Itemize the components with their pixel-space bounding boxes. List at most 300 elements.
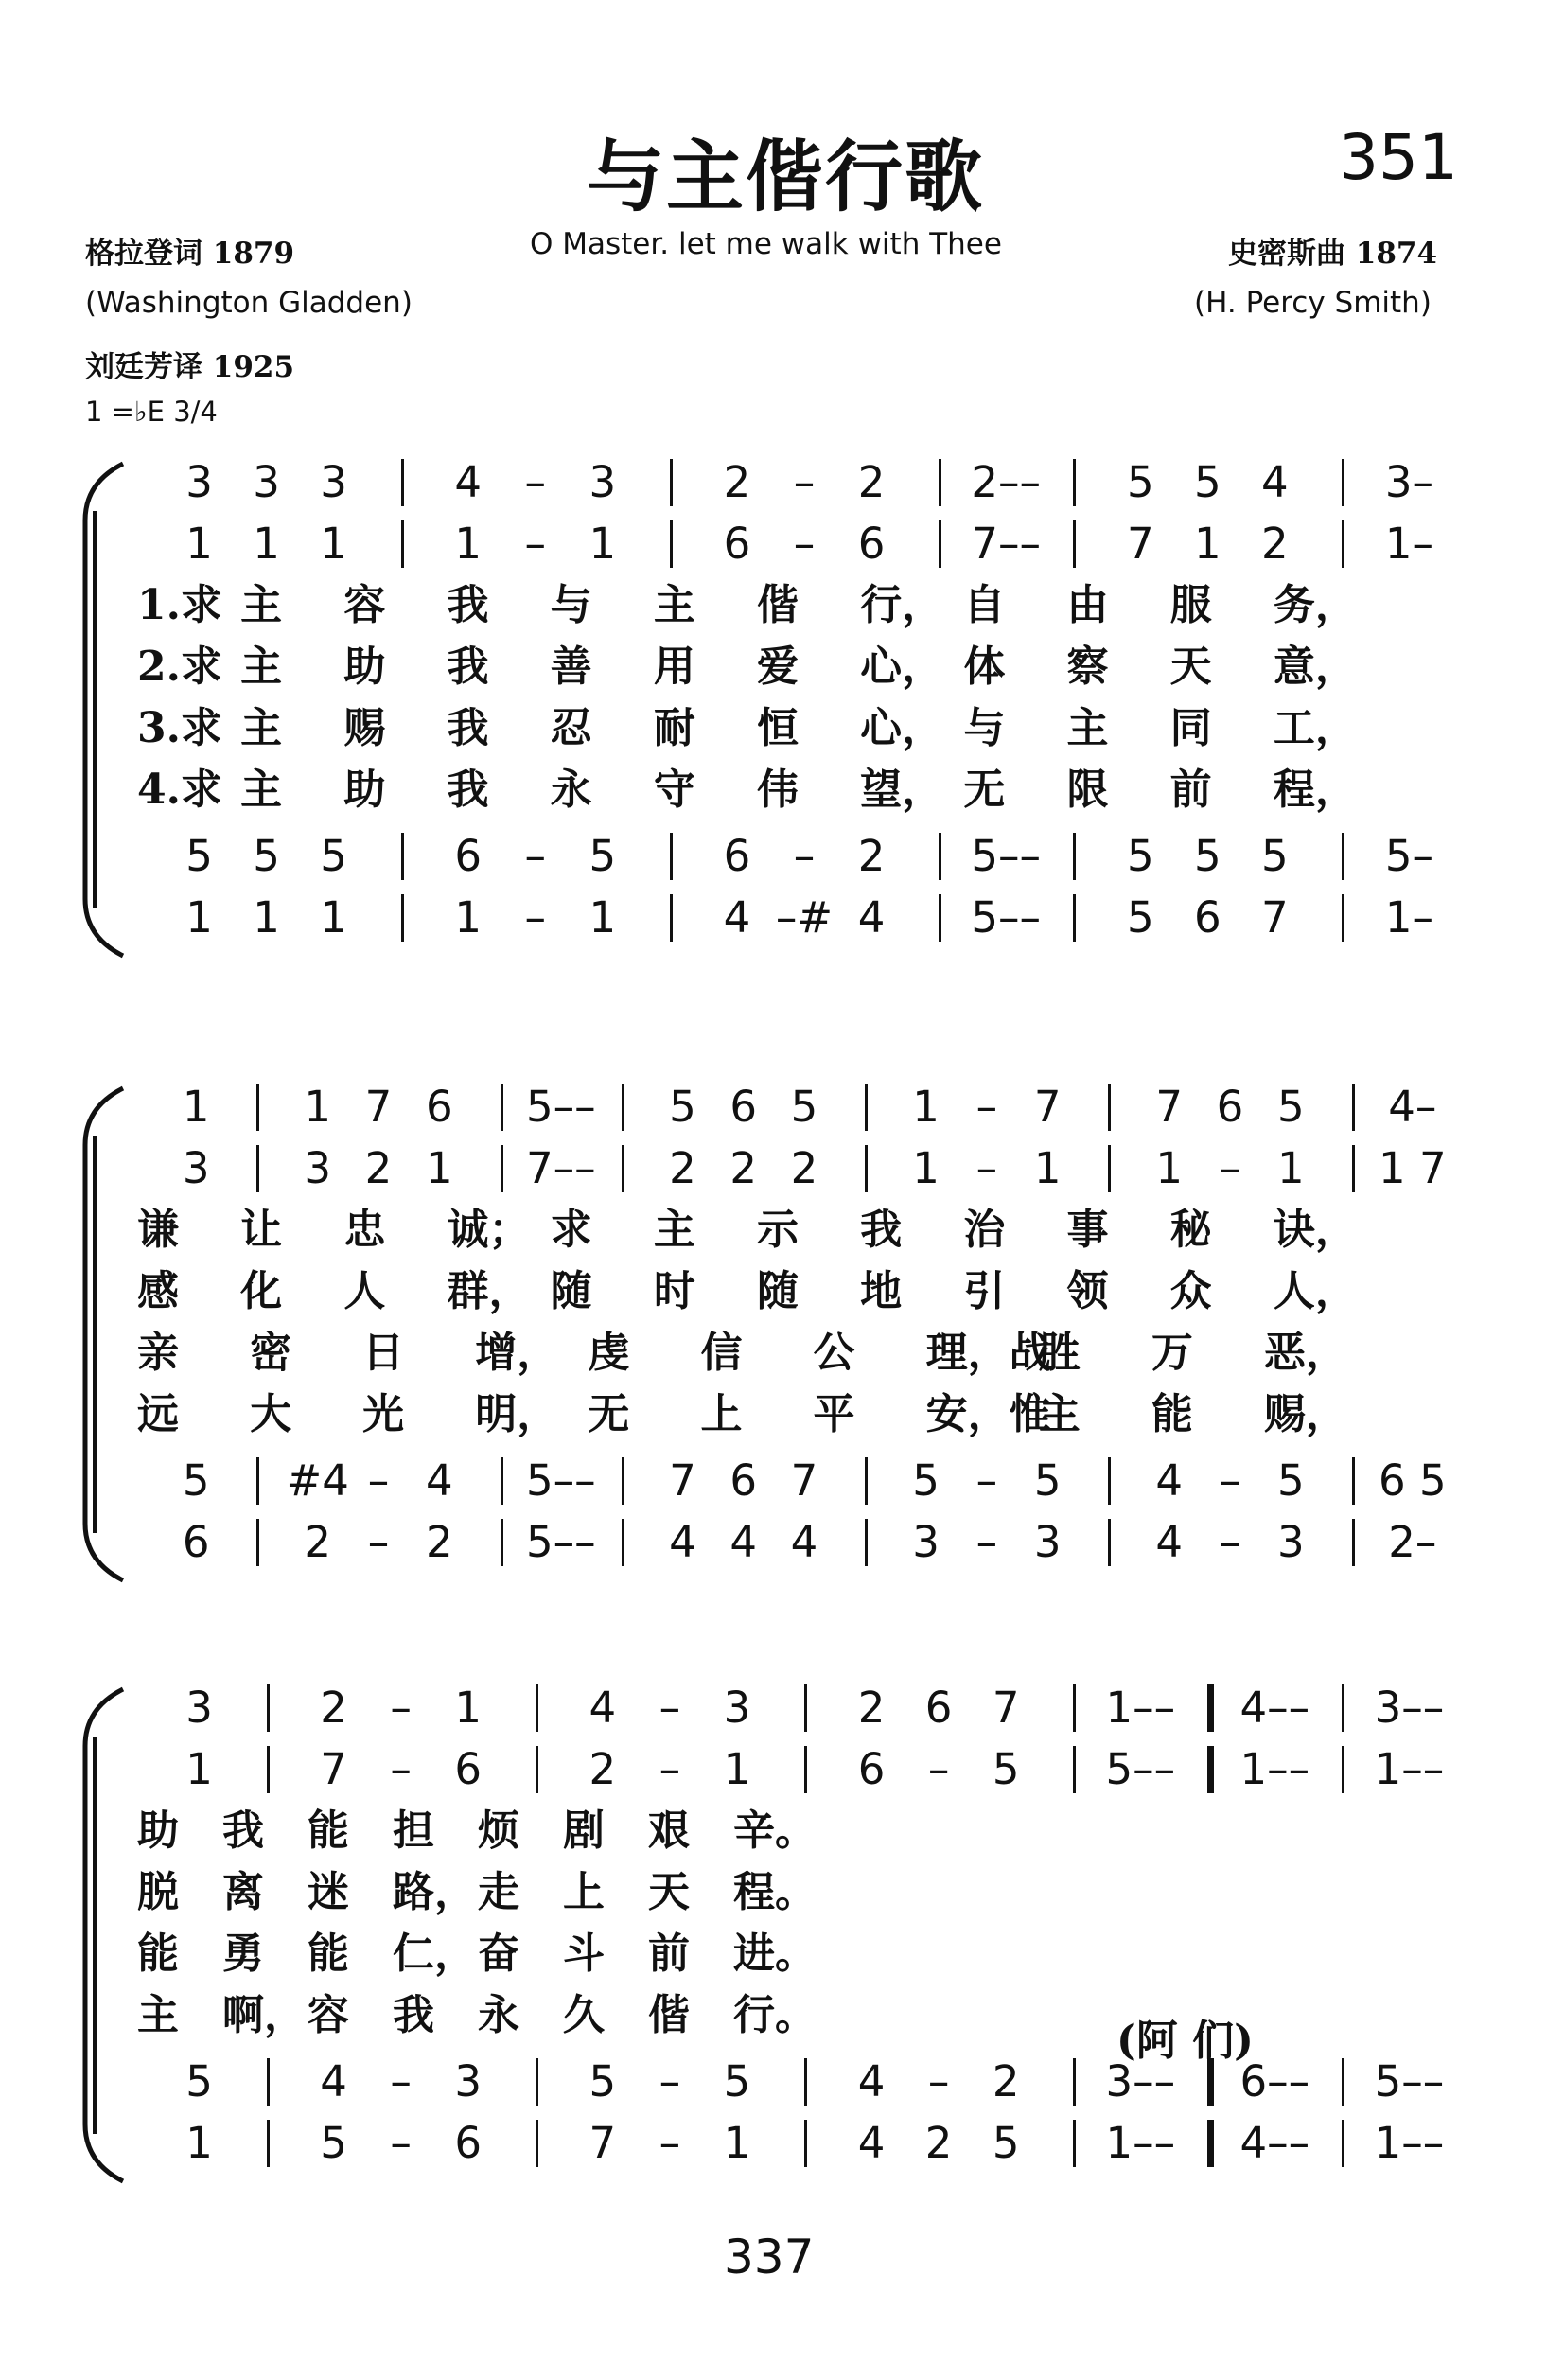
lyric-syllable: 领 xyxy=(1066,1267,1109,1315)
lyric-syllable: 望， xyxy=(860,766,944,814)
soprano-note: 4–– xyxy=(1239,1683,1310,1733)
alto-note: 6 xyxy=(857,519,886,569)
bar-line xyxy=(401,894,404,942)
soprano-note: 7 xyxy=(1033,1082,1062,1132)
soprano-note: 3 xyxy=(320,457,347,507)
lyric-syllable: 远 xyxy=(137,1390,179,1438)
bar-line xyxy=(1342,894,1344,942)
bar-line xyxy=(865,1457,868,1505)
soprano-note: 3 xyxy=(185,457,213,507)
lyric-syllable: 担 xyxy=(393,1807,434,1855)
lyric-syllable: 我 xyxy=(447,643,489,691)
bar-line xyxy=(670,459,673,506)
bar-line xyxy=(670,894,673,942)
lyric-syllable: 增， xyxy=(475,1329,559,1377)
bass-note: 7 xyxy=(589,2118,617,2168)
bar-line xyxy=(267,1684,270,1732)
composer-english: (H. Percy Smith) xyxy=(1194,286,1432,320)
lyric-syllable: 我 xyxy=(447,766,489,814)
soprano-note: 1 xyxy=(182,1082,210,1132)
lyric-syllable: 善 xyxy=(550,643,592,691)
bar-line xyxy=(256,1084,259,1131)
alto-note: – xyxy=(793,519,816,569)
lyric-syllable: 理，战 xyxy=(925,1329,1051,1377)
lyric-syllable: 信 xyxy=(700,1329,743,1377)
lyric-syllable: 胜 xyxy=(1038,1329,1081,1377)
tenor-note: 3–– xyxy=(1105,2056,1176,2107)
lyric-syllable: 主 xyxy=(240,704,283,752)
bass-note: – xyxy=(524,892,547,943)
soprano-note: 5 xyxy=(1193,457,1221,507)
lyric-syllable: 永 xyxy=(550,766,592,814)
bass-note: 1 xyxy=(723,2118,751,2168)
bass-note: 2 xyxy=(304,1517,332,1567)
alto-note: – xyxy=(524,519,547,569)
alto-note: 7 xyxy=(1126,519,1154,569)
lyric-syllable: 4.求 xyxy=(137,766,222,814)
soprano-note: 7 xyxy=(1155,1082,1184,1132)
soprano-note: – xyxy=(975,1082,998,1132)
lyric-syllable: 工， xyxy=(1273,704,1357,752)
lyric-syllable: 主 xyxy=(653,1206,695,1254)
alto-note: 3 xyxy=(182,1143,210,1193)
bar-line xyxy=(1073,1684,1076,1732)
alto-note: – xyxy=(927,1744,950,1794)
bass-note: 6 xyxy=(1193,892,1221,943)
bass-note: 5 xyxy=(1126,892,1154,943)
tenor-note: – xyxy=(793,831,816,881)
bar-line xyxy=(1342,833,1344,880)
bass-note: –# xyxy=(775,892,834,943)
tenor-note: – xyxy=(367,1455,390,1506)
lyricist-english: (Washington Gladden) xyxy=(85,286,413,320)
lyric-syllable: 艰 xyxy=(648,1807,690,1855)
tenor-row xyxy=(0,1453,1564,1509)
soprano-note: 3 xyxy=(185,1683,213,1733)
bass-note: 3 xyxy=(1033,1517,1062,1567)
tenor-note: 3 xyxy=(454,2056,483,2107)
bass-note: 1 xyxy=(454,892,483,943)
soprano-note: 6 xyxy=(729,1082,758,1132)
soprano-note: 2 xyxy=(723,457,751,507)
soprano-note: – xyxy=(793,457,816,507)
alto-note: 1 xyxy=(1276,1143,1305,1193)
lyric-syllable: 主 xyxy=(653,581,695,629)
soprano-note: 4 xyxy=(589,1683,617,1733)
bass-note: 5 xyxy=(320,2118,347,2168)
composer: 史密斯曲 1874 xyxy=(1228,237,1438,271)
bar-line xyxy=(1352,1519,1355,1566)
lyric-syllable: 天 xyxy=(648,1868,690,1916)
alto-row xyxy=(0,1140,1564,1197)
bass-note: 2 xyxy=(425,1517,453,1567)
lyric-syllable: 伟 xyxy=(757,766,799,814)
bass-note: 2 xyxy=(924,2118,953,2168)
bass-note: 4 xyxy=(729,1517,758,1567)
lyric-syllable: 求 xyxy=(550,1206,592,1254)
lyric-syllable: 忍 xyxy=(550,704,592,752)
lyric-syllable: 让 xyxy=(240,1206,283,1254)
soprano-note: 3 xyxy=(253,457,280,507)
bar-line xyxy=(1073,1746,1076,1793)
music-system-3 xyxy=(0,1680,1564,2210)
bass-row xyxy=(0,1514,1564,1571)
lyric-syllable: 前 xyxy=(1169,766,1212,814)
lyric-syllable: 走 xyxy=(478,1868,519,1916)
bar-line xyxy=(1108,1084,1111,1131)
bar-line xyxy=(1207,1746,1214,1793)
bass-note: – xyxy=(390,2118,412,2168)
lyric-syllable: 引 xyxy=(963,1267,1006,1315)
lyric-syllable: 路， xyxy=(393,1868,476,1916)
lyric-syllable: 务， xyxy=(1273,581,1357,629)
bar-line xyxy=(1352,1084,1355,1131)
lyric-syllable: 化 xyxy=(240,1267,283,1315)
bar-line xyxy=(256,1457,259,1505)
verse-1-lyrics xyxy=(0,577,1564,634)
lyric-syllable: 3.求 xyxy=(137,704,222,752)
lyric-syllable: 人， xyxy=(1273,1267,1357,1315)
lyric-syllable: 日 xyxy=(362,1329,405,1377)
tenor-note: 5–– xyxy=(526,1455,596,1506)
bar-line xyxy=(536,2120,538,2167)
lyric-syllable: 能 xyxy=(308,1930,349,1978)
bass-note: – xyxy=(1219,1517,1241,1567)
bar-line xyxy=(267,1746,270,1793)
lyric-syllable: 随 xyxy=(757,1267,799,1315)
tenor-note: – xyxy=(524,831,547,881)
tenor-note: 7 xyxy=(790,1455,818,1506)
lyric-syllable: 助 xyxy=(343,766,386,814)
lyric-syllable: 我 xyxy=(393,1991,434,2039)
alto-note: 2 xyxy=(1261,519,1289,569)
lyric-syllable: 主 xyxy=(1066,704,1109,752)
lyric-syllable: 仁， xyxy=(393,1930,476,1978)
music-system-1 xyxy=(0,454,1564,984)
bar-line xyxy=(865,1145,868,1192)
soprano-note: 1 xyxy=(454,1683,483,1733)
soprano-note: 3– xyxy=(1384,457,1434,507)
bass-note: 1–– xyxy=(1374,2118,1445,2168)
bar-line xyxy=(256,1145,259,1192)
bass-note: – xyxy=(367,1517,390,1567)
alto-note: 5–– xyxy=(1105,1744,1176,1794)
tenor-row xyxy=(0,2054,1564,2110)
bass-note: 1 xyxy=(185,2118,213,2168)
lyric-syllable: 无 xyxy=(963,766,1006,814)
lyric-syllable: 能 xyxy=(1151,1390,1193,1438)
bar-line xyxy=(1073,894,1076,942)
alto-row xyxy=(0,1741,1564,1798)
lyric-syllable: 辛。 xyxy=(733,1807,817,1855)
bar-line xyxy=(1108,1145,1111,1192)
tenor-note: 2 xyxy=(857,831,886,881)
bass-note: 1 xyxy=(253,892,280,943)
lyric-syllable: 烦 xyxy=(478,1807,519,1855)
bass-note: 1 xyxy=(589,892,617,943)
bar-line xyxy=(401,520,404,568)
bar-line xyxy=(1207,1684,1214,1732)
lyric-syllable: 2.求 xyxy=(137,643,222,691)
lyric-syllable: 能 xyxy=(137,1930,179,1978)
lyric-syllable: 同 xyxy=(1169,704,1212,752)
lyric-syllable: 脱 xyxy=(137,1868,179,1916)
bar-line xyxy=(1352,1145,1355,1192)
lyric-syllable: 用 xyxy=(653,643,695,691)
tenor-note: – xyxy=(975,1455,998,1506)
alto-note: 2 xyxy=(790,1143,818,1193)
soprano-note: 1 xyxy=(304,1082,332,1132)
bar-line xyxy=(622,1457,624,1505)
soprano-note: 5 xyxy=(1126,457,1154,507)
bar-line xyxy=(622,1519,624,1566)
alto-row xyxy=(0,516,1564,573)
lyric-syllable: 群， xyxy=(447,1267,531,1315)
lyric-syllable: 耐 xyxy=(653,704,695,752)
lyric-syllable: 与 xyxy=(550,581,592,629)
tenor-note: – xyxy=(927,2056,950,2107)
tenor-note: 4 xyxy=(320,2056,347,2107)
alto-note: 1 xyxy=(425,1143,453,1193)
bar-line xyxy=(501,1145,503,1192)
lyric-syllable: 容 xyxy=(308,1991,349,2039)
soprano-note: 5 xyxy=(669,1082,696,1132)
lyric-syllable: 由 xyxy=(1066,581,1109,629)
lyric-syllable: 密 xyxy=(250,1329,292,1377)
tenor-note: – xyxy=(390,2056,412,2107)
lyric-syllable: 治 xyxy=(963,1206,1006,1254)
lyric-syllable: 服 xyxy=(1169,581,1212,629)
bass-note: 2– xyxy=(1388,1517,1437,1567)
bass-note: 4 xyxy=(723,892,751,943)
bar-line xyxy=(939,833,941,880)
lyric-syllable: 偕 xyxy=(757,581,799,629)
tenor-note: 6 xyxy=(454,831,483,881)
soprano-note: 2–– xyxy=(971,457,1041,507)
bass-note: 1–– xyxy=(1105,2118,1176,2168)
alto-note: 7 xyxy=(320,1744,347,1794)
lyric-syllable: 恶， xyxy=(1263,1329,1347,1377)
soprano-note: 5 xyxy=(1276,1082,1305,1132)
alto-note: 1 xyxy=(723,1744,751,1794)
lyric-syllable: 意， xyxy=(1273,643,1357,691)
lyric-syllable: 感 xyxy=(137,1267,179,1315)
lyric-syllable: 限 xyxy=(1066,766,1109,814)
bar-line xyxy=(804,2058,807,2106)
bar-line xyxy=(1342,520,1344,568)
lyric-syllable: 进。 xyxy=(733,1930,817,1978)
tenor-note: 6 xyxy=(723,831,751,881)
tenor-note: 4 xyxy=(857,2056,886,2107)
bar-line xyxy=(401,459,404,506)
bass-row xyxy=(0,890,1564,946)
bar-line xyxy=(1073,2120,1076,2167)
lyric-syllable: 我 xyxy=(860,1206,903,1254)
lyric-syllable: 赐， xyxy=(1263,1390,1347,1438)
alto-note: 1 7 xyxy=(1379,1143,1447,1193)
bar-line xyxy=(804,2120,807,2167)
alto-note: 1 xyxy=(1193,519,1221,569)
bar-line xyxy=(1342,2120,1344,2167)
soprano-note: – xyxy=(659,1683,681,1733)
soprano-note: 7 xyxy=(992,1683,1020,1733)
alto-note: 1 xyxy=(185,519,213,569)
lyric-syllable: 谦 xyxy=(137,1206,179,1254)
lyric-syllable: 容 xyxy=(343,581,386,629)
soprano-note: 3–– xyxy=(1374,1683,1445,1733)
bar-line xyxy=(1073,2058,1076,2106)
soprano-note: 3 xyxy=(723,1683,751,1733)
bar-line xyxy=(536,1746,538,1793)
verse-4-lyrics xyxy=(0,1987,1564,2044)
lyricist: 格拉登词 1879 xyxy=(85,237,295,271)
lyric-syllable: 上 xyxy=(563,1868,605,1916)
tenor-note: – xyxy=(659,2056,681,2107)
lyric-syllable: 体 xyxy=(963,643,1006,691)
soprano-note: 2 xyxy=(857,457,886,507)
lyric-syllable: 主 xyxy=(240,766,283,814)
lyric-syllable: 助 xyxy=(137,1807,179,1855)
lyric-syllable: 安，惟 xyxy=(925,1390,1051,1438)
lyric-syllable: 主 xyxy=(240,581,283,629)
lyric-syllable: 光 xyxy=(362,1390,405,1438)
bar-line xyxy=(401,833,404,880)
lyric-syllable: 诚； xyxy=(447,1206,531,1254)
tenor-note: 5 xyxy=(1126,831,1154,881)
alto-note: 1–– xyxy=(1239,1744,1310,1794)
soprano-note: 6 xyxy=(1216,1082,1244,1132)
lyric-syllable: 偕 xyxy=(648,1991,690,2039)
bar-line xyxy=(1108,1457,1111,1505)
verse-2-lyrics xyxy=(0,639,1564,696)
bar-line xyxy=(670,520,673,568)
verse-1-lyrics xyxy=(0,1202,1564,1259)
soprano-note: 2 xyxy=(857,1683,886,1733)
soprano-note: – xyxy=(524,457,547,507)
bar-line xyxy=(1073,459,1076,506)
alto-note: 1 xyxy=(1155,1143,1184,1193)
bar-line xyxy=(622,1145,624,1192)
alto-note: 1 xyxy=(185,1744,213,1794)
verse-2-lyrics xyxy=(0,1263,1564,1320)
tenor-note: 5–– xyxy=(971,831,1041,881)
tenor-note: 5 xyxy=(185,2056,213,2107)
alto-note: 1 xyxy=(320,519,347,569)
lyric-syllable: 行， xyxy=(860,581,944,629)
bass-note: 1 xyxy=(320,892,347,943)
lyric-syllable: 我 xyxy=(447,704,489,752)
tenor-note: – xyxy=(1219,1455,1241,1506)
tenor-note: 5 xyxy=(182,1455,210,1506)
bar-line xyxy=(501,1519,503,1566)
bar-line xyxy=(1352,1457,1355,1505)
lyric-syllable: 爱 xyxy=(757,643,799,691)
lyric-syllable: 守 xyxy=(653,766,695,814)
lyric-syllable: 虔 xyxy=(588,1329,630,1377)
alto-note: – xyxy=(975,1143,998,1193)
tenor-note: 5 xyxy=(253,831,280,881)
bar-line xyxy=(865,1084,868,1131)
lyric-syllable: 示 xyxy=(757,1206,799,1254)
lyric-syllable: 时 xyxy=(653,1267,695,1315)
bar-line xyxy=(804,1684,807,1732)
bar-line xyxy=(1342,1746,1344,1793)
lyric-syllable: 主 xyxy=(240,643,283,691)
bar-line xyxy=(267,2120,270,2167)
lyric-syllable: 恒 xyxy=(757,704,799,752)
tenor-note: 5 xyxy=(1193,831,1221,881)
alto-note: 2 xyxy=(729,1143,758,1193)
lyric-syllable: 勇 xyxy=(222,1930,264,1978)
bass-note: 3 xyxy=(912,1517,940,1567)
lyric-syllable: 诀， xyxy=(1273,1206,1357,1254)
soprano-note: 1 xyxy=(912,1082,940,1132)
bar-line xyxy=(256,1519,259,1566)
amen-label: (阿 们) xyxy=(1116,2017,1254,2065)
lyric-syllable: 剧 xyxy=(563,1807,605,1855)
tenor-note: 5 xyxy=(912,1455,940,1506)
soprano-note: – xyxy=(390,1683,412,1733)
alto-note: 7–– xyxy=(526,1143,596,1193)
lyric-syllable: 行。 xyxy=(733,1991,817,2039)
tenor-note: 5 xyxy=(589,2056,617,2107)
bass-note: 4 xyxy=(857,892,886,943)
alto-note: 1 xyxy=(589,519,617,569)
lyric-syllable: 主 xyxy=(1038,1390,1081,1438)
alto-note: 5 xyxy=(992,1744,1020,1794)
tenor-note: 5 xyxy=(1276,1455,1305,1506)
bass-note: 5 xyxy=(992,2118,1020,2168)
alto-note: 2 xyxy=(364,1143,393,1193)
soprano-note: 5–– xyxy=(526,1082,596,1132)
bar-line xyxy=(536,2058,538,2106)
verse-4-lyrics xyxy=(0,1386,1564,1443)
lyric-syllable: 程， xyxy=(1273,766,1357,814)
lyric-syllable: 程。 xyxy=(733,1868,817,1916)
lyric-syllable: 事 xyxy=(1066,1206,1109,1254)
lyric-syllable: 察 xyxy=(1066,643,1109,691)
bar-line xyxy=(939,520,941,568)
bar-line xyxy=(939,894,941,942)
soprano-note: 4 xyxy=(454,457,483,507)
bass-note: 1 xyxy=(185,892,213,943)
lyric-syllable: 久 xyxy=(563,1991,605,2039)
bass-note: 5–– xyxy=(971,892,1041,943)
bar-line xyxy=(622,1084,624,1131)
bar-line xyxy=(1342,1684,1344,1732)
bass-note: 4 xyxy=(857,2118,886,2168)
lyric-syllable: 万 xyxy=(1151,1329,1193,1377)
lyric-syllable: 平 xyxy=(813,1390,855,1438)
bass-note: – xyxy=(659,2118,681,2168)
lyric-syllable: 天 xyxy=(1169,643,1212,691)
bass-note: 4 xyxy=(1155,1517,1184,1567)
bar-line xyxy=(1342,459,1344,506)
lyric-syllable: 随 xyxy=(550,1267,592,1315)
hymn-number: 351 xyxy=(1339,121,1458,194)
verse-4-lyrics xyxy=(0,762,1564,819)
alto-note: 1 xyxy=(912,1143,940,1193)
tenor-note: 5 xyxy=(185,831,213,881)
soprano-note: 1–– xyxy=(1105,1683,1176,1733)
alto-note: 3 xyxy=(304,1143,332,1193)
soprano-note: 7 xyxy=(364,1082,393,1132)
bass-row xyxy=(0,2115,1564,2172)
lyric-syllable: 永 xyxy=(478,1991,519,2039)
lyric-syllable: 心， xyxy=(860,643,944,691)
music-system-2 xyxy=(0,1079,1564,1609)
alto-note: 6 xyxy=(454,1744,483,1794)
